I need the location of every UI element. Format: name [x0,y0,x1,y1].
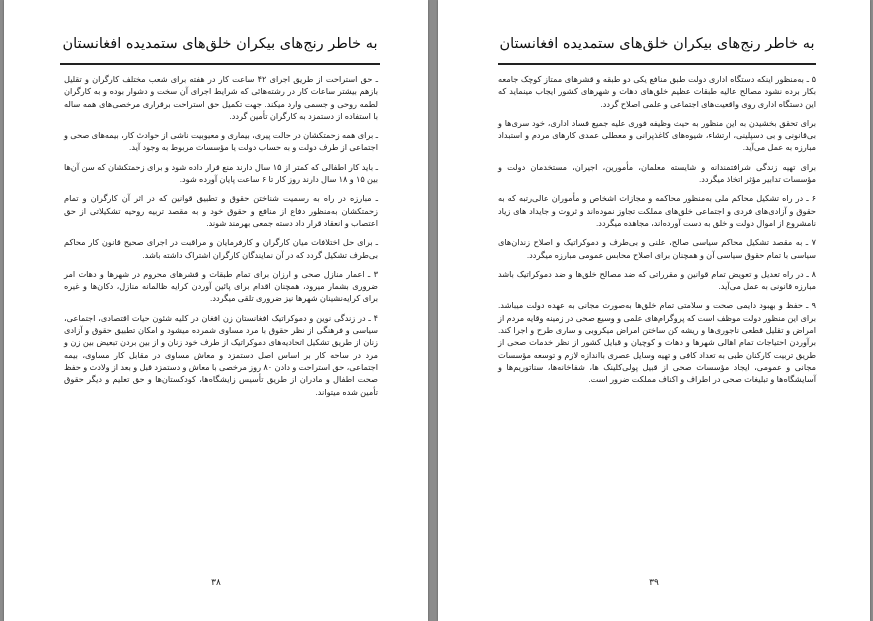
left-paragraph-2: ـ برای همه زحمتکشان در حالت پیری، بیماری و معیوبیت ناشی از حوادث کار، بیمه‌های صحی و اجتماعی از طرف دولت و به حساب دولت یا مؤسسات مربوط به وجود آید. [64,131,378,153]
right-paragraph-1: ۵ ـ به‌منظور اینکه دستگاه اداری دولت طبق منافع یکی دو طبقه و قشرهای ممتاز کوچک جامعه بکار برده نشود مصالح عالیه طبقات عظیم خلق‌های دهات و شهرهای کشور ایجاب مینماید که این دستگاه اداری روی واقعیت‌های اجتماعی و علمی اصلاح گردد. [498,75,816,109]
left-header-rule [60,63,380,65]
right-paragraph-7: ۹ ـ حفظ و بهبود دایمی صحت و سلامتی تمام خلق‌ها به‌صورت مجانی به عهده دولت میباشد. برای این منظور دولت موظف است که پروگرام‌های علمی و وسیع صحی در زمینه وقایه مردم از امراض و تقلیل قطعی ناجوری‌ها و ریشه کن ساختن امراض میکروبی و ساری طرح و اجرا کند. برآوردن احتیاجات تمام اهالی شهرها و دهات و کوچیان و قبایل کشور از نظر خدمات صحی از طریق تربیت کارکنان طبی به تعداد کافی و تهیه وسایل عصری بااندازه لازم و توسعه مؤسسات مجانی و عمومی، ایجاد مؤسسات صحی از قبیل پولی‌کلینک ها، شفاخانه‌ها، سناتوریم‌ها و آسایشگاه‌ها و تبلیغات صحی در اطراف و اکناف مملکت ضرور است. [498,301,816,385]
left-page [4,0,428,621]
left-paragraph-6: ۳ ـ اعمار منازل صحی و ارزان برای تمام طبقات و قشرهای محروم در شهرها و دهات امر ضروری بشمار میرود، همچنان اقدام برای پائین آوردن کرایه ظالمانه منازل، دکان‌ها و غیره برای کرایه‌نشینان شهرها نیز ضروری تلقی میگردد. [64,269,378,304]
left-paragraph-7: ۴ ـ در زندگی نوین و دموکراتیک افغانستان زن افغان در کلیه شئون حیات اقتصادی، اجتماعی، سیاسی و فرهنگی از نظر حقوق با مرد مساوی شمرده میشود و امکان تطبیق حقوق و آزادی زنان از طریق تشکیل اتحادیه‌های دموکراتیک از طرف خود زنان و از بین بردن تبعیض بین زن و مرد در ساحه کار بر اساس اصل دستمزد و معاش مساوی در مقابل کار مساوی، بیمه اجتماعی، حق استراحت و دادن ۸۰ روز مرخصی با معاش و دستمزد قبل و بعد از ولادت و حفظ صحت اطفال و مادران از طریق تأسیس زایشگاه‌ها، کودکستان‌ها و حق تعلیم و دیگر حقوق تأمین شده میتواند. [64,313,378,397]
left-page-header: به خاطر رنج‌های بیکران خلق‌های ستمدیده افغانستان [62,36,378,52]
right-page-header: به خاطر رنج‌های بیکران خلق‌های ستمدیده افغانستان [499,36,815,52]
right-paragraph-2: برای تحقق بخشیدن به این منظور به حیث وظیفه فوری علیه جمیع فساد اداری، خود سری‌ها و بی‌قانونی و بی دسپلینی، ارتشاء، شیوه‌های کاغذپرانی و معطلی عمدی کارهای مردم و استبداد مبارزه به عمل می‌آید. [498,118,816,153]
right-page-number: ۳۹ [649,577,659,587]
right-page-body [498,74,816,394]
right-header-rule [498,63,816,65]
left-page-number: ۳۸ [211,577,221,587]
left-page-body [64,74,378,406]
right-paragraph-4: ۶ ـ در راه تشکیل محاکم ملی به‌منظور محاکمه و مجازات اشخاص و مأموران عالی‌رتبه که به حقوق و آزادی‌های فردی و اجتماعی خلق‌های مملکت تجاوز نموده‌اند و ثروت و جایداد های زیاد نامشروع از اموال دولت و خلق به دست آورده‌اند، مجاهده میگردد. [498,194,816,228]
left-paragraph-5: ـ برای حل اختلافات میان کارگران و کارفرمایان و مراقبت در اجرای صحیح قانون کار محاکم بی‌طرف تشکیل گردد که در آن نمایندگان کارگران اشتراک داشته باشد. [64,238,378,260]
left-paragraph-3: ـ باید کار اطفالی که کمتر از ۱۵ سال دارند منع قرار داده شود و برای زحمتکشان که سن آن‌ها بین ۱۵ و ۱۸ سال دارند روز کار تا ۶ ساعت پایان آورده شود. [64,162,379,185]
right-paragraph-3: برای تهیه زندگی شرافتمندانه و شایسته معلمان، مأمورین، اجیران، مستخدمان دولت و مؤسسات تدابیر مؤثر اتخاذ میگردد. [498,162,816,185]
right-paragraph-6: ۸ ـ در راه تعدیل و تعویض تمام قوانین و مقرراتی که ضد مصالح خلق‌ها و ضد دموکراتیک باشد مبارزه قانونی به عمل می‌آید. [498,269,816,292]
left-paragraph-1: ـ حق استراحت از طریق اجرای ۴۲ ساعت کار در هفته برای شعب مختلف کارگران و تقلیل بازهم بیشتر ساعات کار در رشته‌هائی که شرایط اجرای آن سخت و دشوار بوده و به کارگران لطمه روحی و جسمی وارد میکند. جهت تکمیل حق استراحت برقراری مرخصی‌های همه ساله با استفاده از دستمزد به کارگران تأمین گردد. [64,75,379,121]
left-paragraph-4: ـ مبارزه در راه به رسمیت شناختن حقوق و تطبیق قوانین که در اثر آن کارگران و تمام زحمتکشان به‌منظور دفاع از منافع و حقوق خود و به مقصد تربیه روحیه تشکیلاتی از حق اعتصاب و انعقاد قرار داد دسته جمعی بهرمند شوند. [64,194,378,228]
right-page [438,0,870,621]
right-paragraph-5: ۷ ـ به مقصد تشکیل محاکم سیاسی صالح، علنی و بی‌طرف و دموکراتیک و اصلاح زندان‌های سیاسی با تمام حقوق سیاسی آن و همچنان برای اصلاح محابس عمومی مبارزه میگردد. [498,238,816,260]
